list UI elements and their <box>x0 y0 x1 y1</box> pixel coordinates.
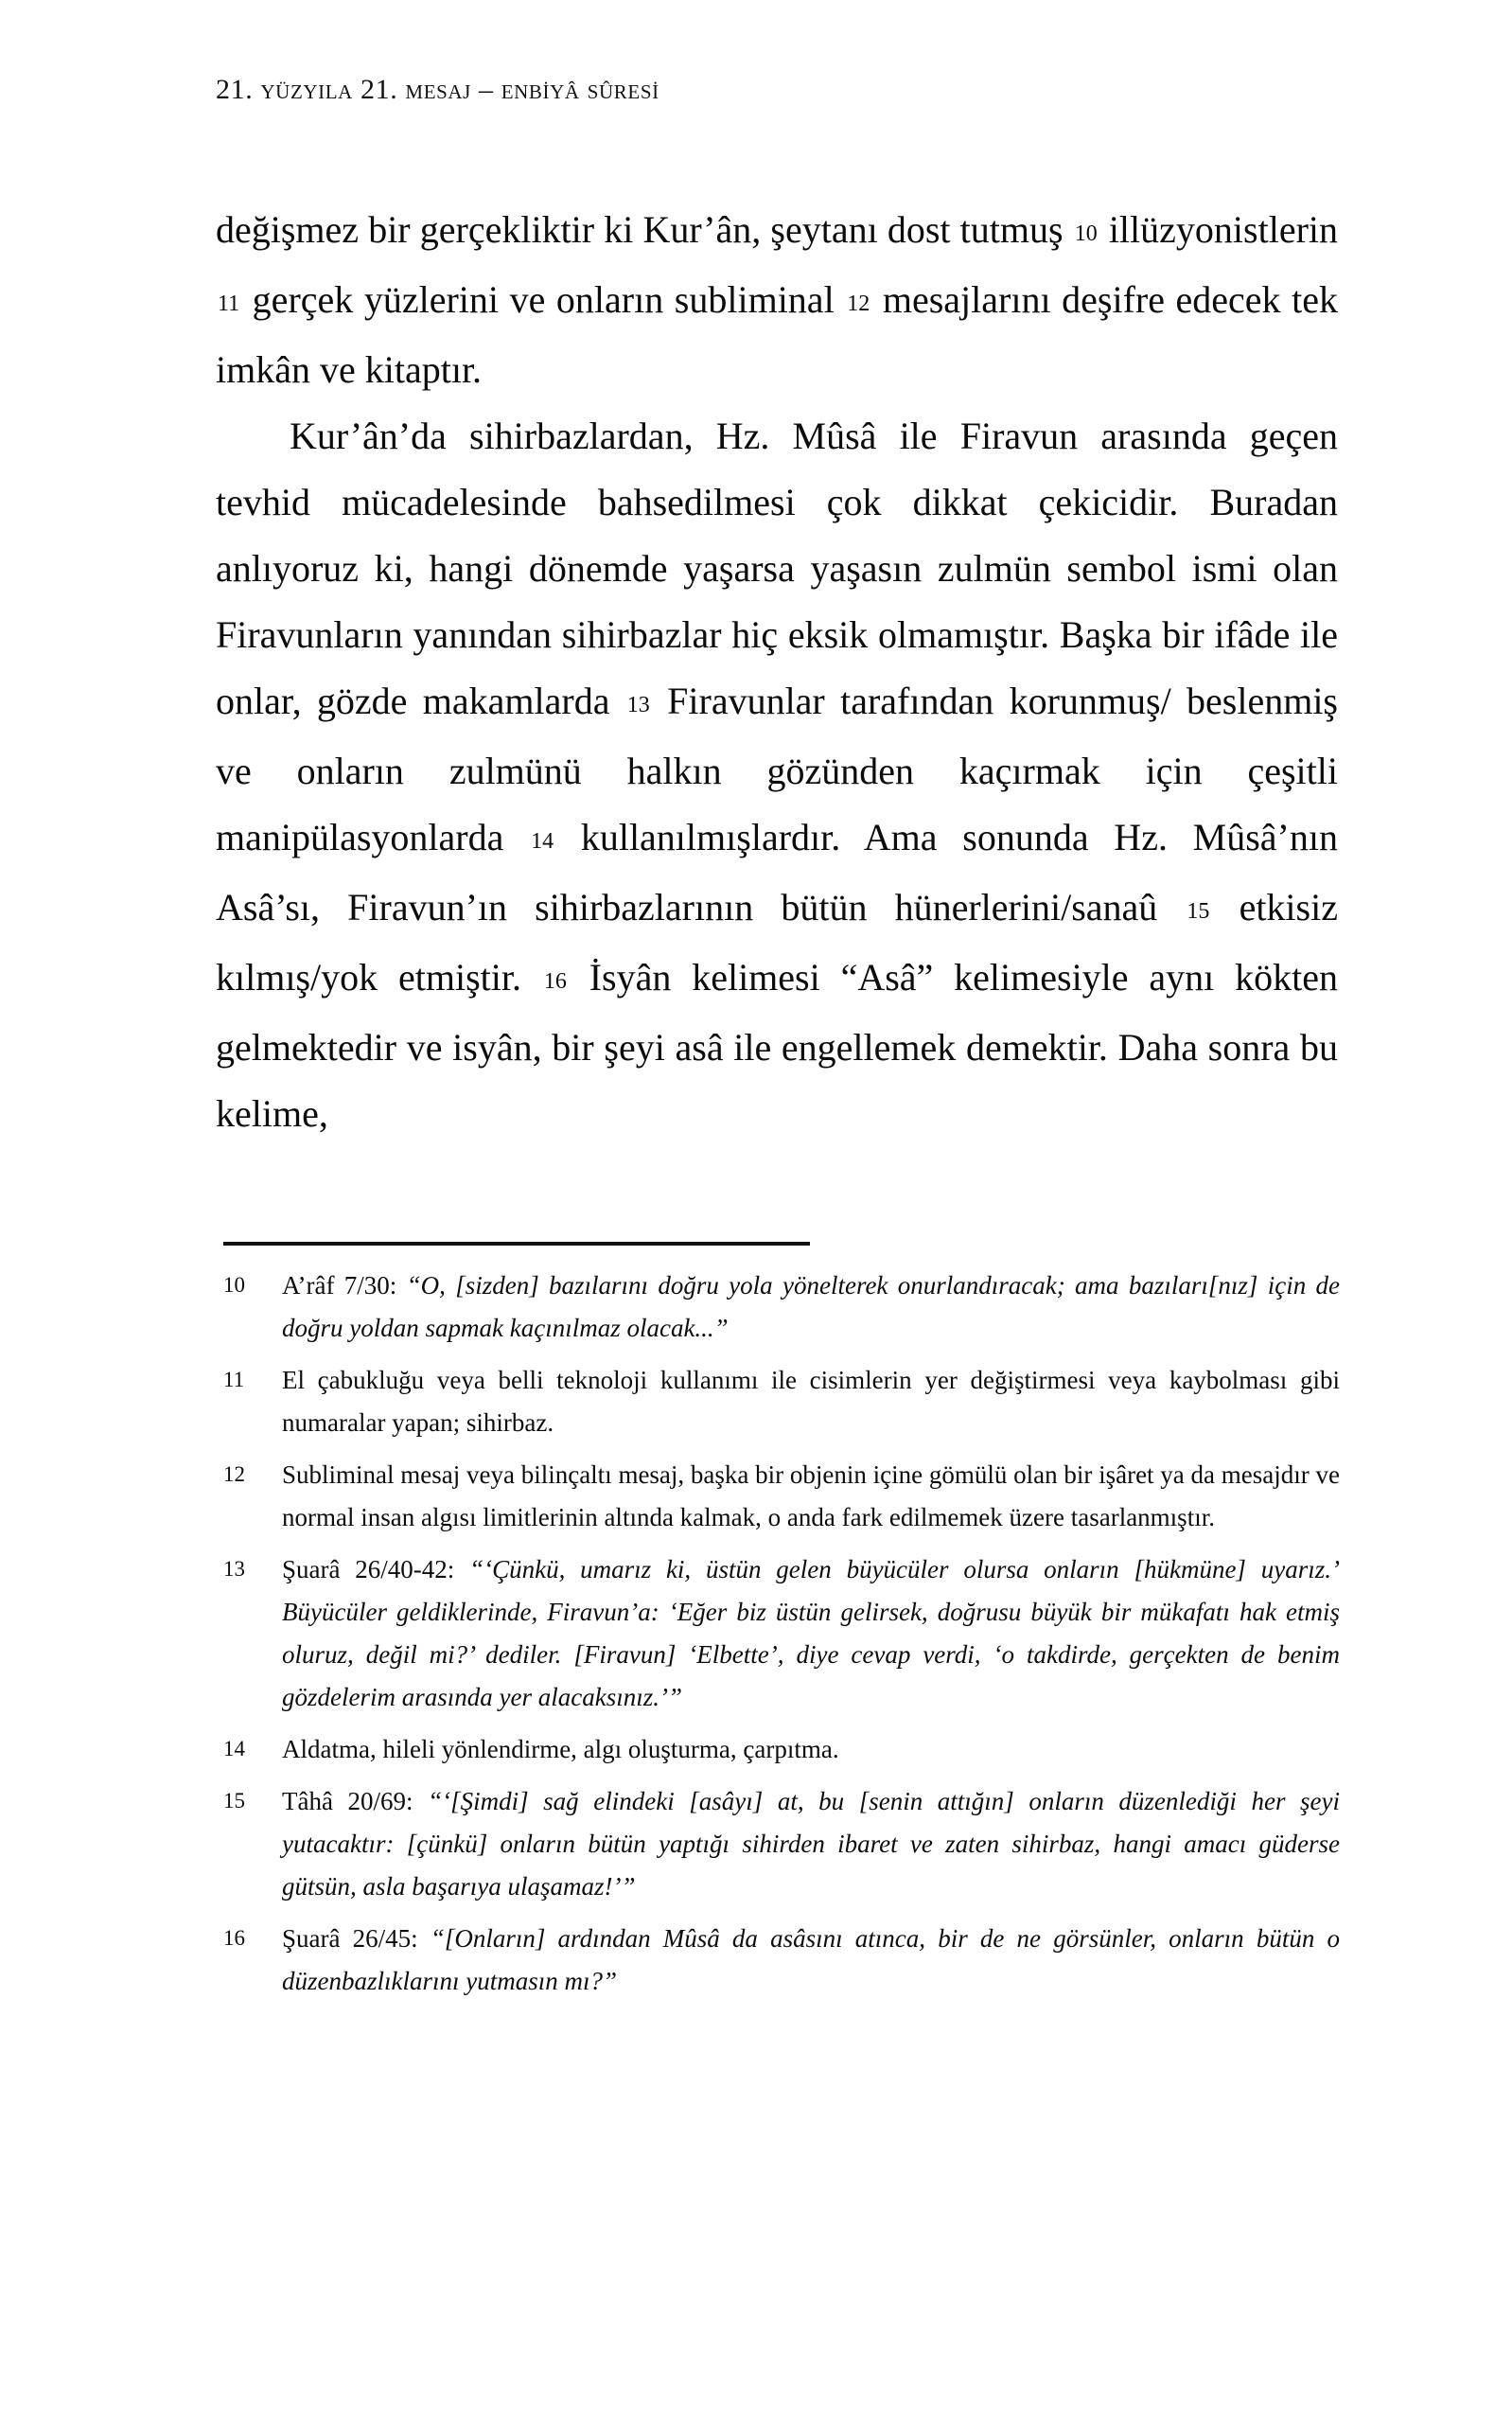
footnote-ref-11[interactable]: 11 <box>218 292 240 316</box>
footnote-source-reference: Şuarâ 26/45: <box>282 1924 431 1953</box>
paragraph-2-segment-1: Kur’ân’da sihirbazlardan, Hz. Mûsâ ile Firavun arasında geçen tevhid mücadelesinde bahsedilmesi çok dikkat çekicidir. Buradan anlıyoruz ki, hangi dönemde yaşarsa yaşasın zulmün sembol ismi olan Firavunların yanından sihirbazlar hiç eksik olmamıştır. Başka bir ifâde ile onlar, gözde makamlarda <box>216 415 1338 722</box>
footnote-ref-15[interactable]: 15 <box>1187 899 1210 924</box>
footnote-15 <box>223 1780 1340 1908</box>
footnote-ref-12[interactable]: 12 <box>847 292 870 316</box>
footnote-number[interactable]: 12 <box>223 1462 245 1486</box>
paragraph-1-segment-2: illüzyonistlerin <box>1099 208 1339 251</box>
footnote-11 <box>223 1359 1340 1444</box>
footnote-text: “[Onların] ardından Mûsâ da asâsını atınca, bir de ne görsünler, onların bütün o düzenbazlıklarını yutmasın mı?” <box>282 1924 1340 1995</box>
footnote-separator-rule <box>223 1242 810 1246</box>
footnote-text: “‘Çünkü, umarız ki, üstün gelen büyücüler olursa onların [hükmüne] uyarız.’ Büyücüler geldiklerinde, Firavun’a: ‘Eğer biz üstün gelirsek, doğrusu büyük bir mükafatı hak etmiş oluruz, değil mi?’ dediler. [Firavun] ‘Elbette’, diye cevap verdi, ‘o takdirde, gerçekten de benim gözdelerim arasında yer alacaksınız.’” <box>282 1555 1340 1711</box>
footnote-12 <box>223 1454 1340 1539</box>
running-header: 21. yüzyila 21. mesaj – enbi̇yâ sûresi̇ <box>216 74 659 105</box>
footnote-number[interactable]: 14 <box>223 1737 245 1760</box>
paragraph-2-segment-3: kullanılmışlardır. Ama sonunda Hz. Mûsâ’nın Asâ’sı, Firavun’ın sihirbazlarının bütün hünerlerini/sanaû <box>216 816 1338 929</box>
paragraph-2-segment-2: Firavunlar tarafından korunmuş/ beslenmiş ve onların zulmünü halkın gözünden kaçırmak için çeşitli manipülasyonlarda <box>216 680 1338 858</box>
footnote-number[interactable]: 13 <box>223 1557 245 1581</box>
paragraph-2-segment-4: etkisiz kılmış/yok etmiştir. <box>216 886 1338 999</box>
footnote-list <box>223 1265 1340 2012</box>
footnote-text: “‘[Şimdi] sağ elindeki [asâyı] at, bu [senin attığın] onların düzenlediği her şeyi yutacaktır: [çünkü] onların bütün yaptığı sihirden ibaret ve zaten sihirbaz, hangi amacı güderse gütsün, asla başarıya ulaşamaz!’” <box>282 1787 1340 1901</box>
footnote-text: “O, [sizden] bazılarını doğru yola yönelterek onurlandıracak; ama bazıları[nız] için de doğru yoldan sapmak kaçınılmaz olacak...” <box>282 1271 1340 1342</box>
footnote-text: Subliminal mesaj veya bilinçaltı mesaj, başka bir objenin içine gömülü olan bir işâret ya da mesajdır ve normal insan algısı limitlerinin altında kalmak, o anda fark edilmemek üzere tasarlanmıştır. <box>282 1460 1340 1531</box>
footnote-source-reference: Tâhâ 20/69: <box>282 1787 429 1815</box>
footnote-body <box>282 1780 1340 1908</box>
footnote-number[interactable]: 16 <box>223 1926 245 1950</box>
footnote-ref-13[interactable]: 13 <box>626 693 650 717</box>
footnote-13 <box>223 1548 1340 1719</box>
footnote-ref-10[interactable]: 10 <box>1074 221 1098 246</box>
footnote-number[interactable]: 11 <box>223 1368 245 1391</box>
body-paragraph-2 <box>216 403 1338 1147</box>
footnote-14 <box>223 1728 1340 1771</box>
paragraph-1-segment-4: mesajlarını deşifre edecek tek imkân ve kitaptır. <box>216 278 1338 391</box>
footnote-16 <box>223 1918 1340 2003</box>
footnote-body <box>282 1728 1340 1771</box>
footnote-source-reference: Şuarâ 26/40-42: <box>282 1555 470 1583</box>
body-text-block <box>216 197 1338 1147</box>
footnote-number[interactable]: 15 <box>223 1789 245 1813</box>
footnote-10 <box>223 1265 1340 1350</box>
footnote-ref-16[interactable]: 16 <box>543 969 567 994</box>
footnote-ref-14[interactable]: 14 <box>531 829 554 854</box>
footnote-source-reference: A’râf 7/30: <box>282 1271 407 1300</box>
footnote-number[interactable]: 10 <box>223 1273 245 1297</box>
body-paragraph-1 <box>216 197 1338 403</box>
paragraph-2-segment-5: İsyân kelimesi “Asâ” kelimesiyle aynı kökten gelmektedir ve isyân, bir şeyi asâ ile engellemek demektir. Daha sonra bu kelime, <box>216 956 1338 1135</box>
footnote-text: Aldatma, hileli yönlendirme, algı oluşturma, çarpıtma. <box>282 1735 839 1763</box>
footnote-text: El çabukluğu veya belli teknoloji kullanımı ile cisimlerin yer değiştirmesi veya kaybolması gibi numaralar yapan; sihirbaz. <box>282 1366 1340 1437</box>
footnote-body <box>282 1918 1340 2003</box>
footnote-body <box>282 1548 1340 1719</box>
footnote-body <box>282 1454 1340 1539</box>
footnote-body <box>282 1359 1340 1444</box>
footnote-body <box>282 1265 1340 1350</box>
paragraph-1-segment-1: değişmez bir gerçekliktir ki Kur’ân, şeytanı dost tutmuş <box>216 208 1073 251</box>
paragraph-1-segment-3: gerçek yüzlerini ve onların subliminal <box>241 278 846 321</box>
